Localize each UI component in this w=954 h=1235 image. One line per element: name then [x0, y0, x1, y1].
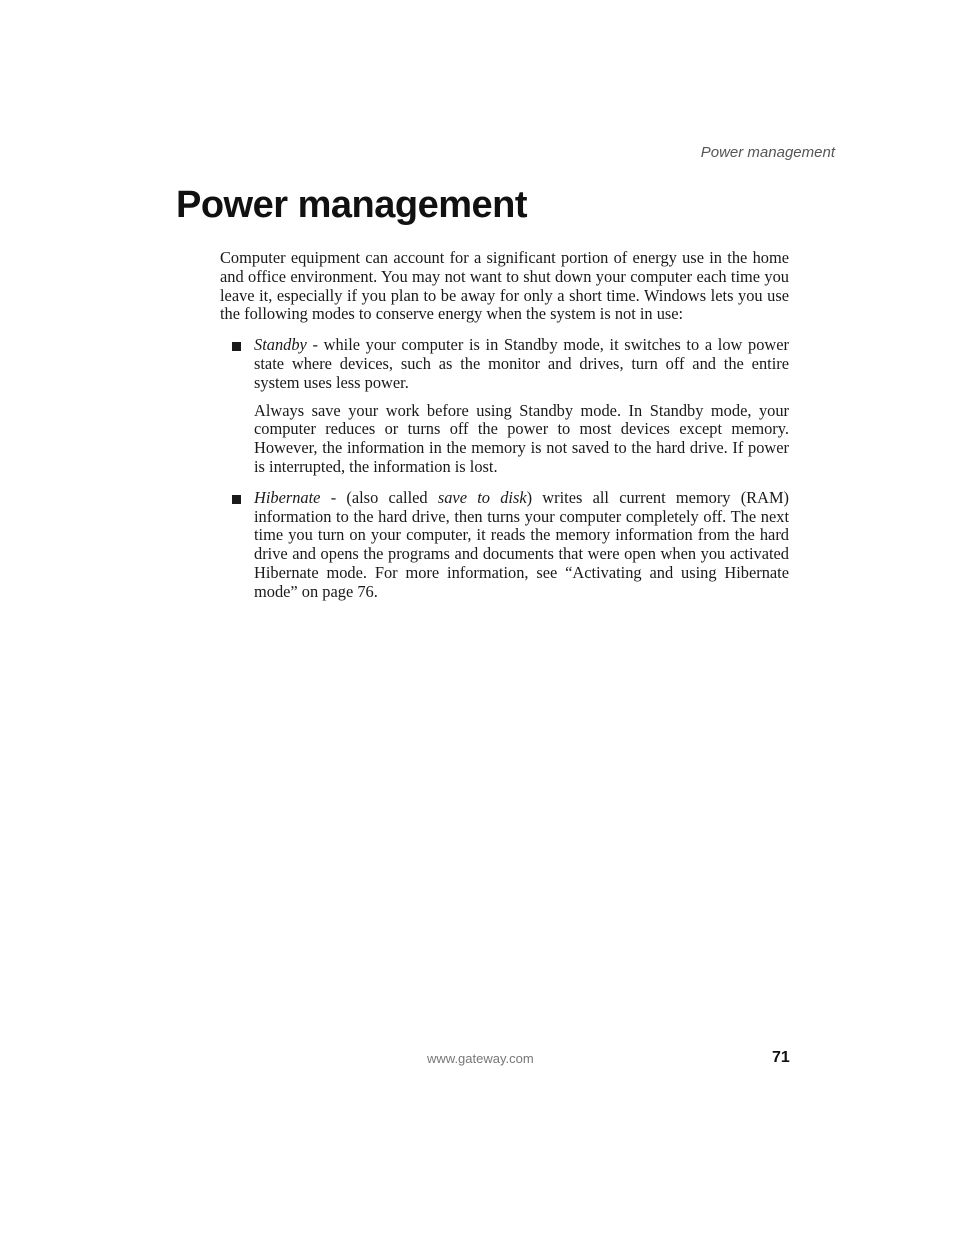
page-number: 71 [772, 1049, 790, 1066]
hibernate-paragraph [254, 489, 789, 602]
hibernate-alias-term: save to disk [437, 487, 527, 507]
list-item-standby [220, 336, 789, 477]
square-bullet-icon [232, 495, 241, 504]
section-body [220, 249, 789, 602]
hibernate-term: Hibernate [254, 487, 321, 507]
hibernate-description-start: - (also called [320, 487, 438, 507]
standby-paragraph [254, 336, 789, 392]
list-item-hibernate [220, 489, 789, 602]
page-title: Power management [176, 184, 527, 226]
footer-url: www.gateway.com [427, 1051, 534, 1066]
hibernate-description-end: ) writes all current memory (RAM) information to the hard drive, then turns your computer completely off. The next time you turn on your computer, it reads the memory information from the hard drive and opens the programs and documents that were open when you activated Hibernate mode. For more information, see “Activating and using Hibernate mode” on page 76. [254, 487, 789, 601]
standby-note: Always save your work before using Standby mode. In Standby mode, your computer reduces or turns off the power to most devices except memory. However, the information in the memory is not saved to the hard drive. If power is interrupted, the information is lost. [254, 400, 789, 476]
standby-term: Standby [254, 335, 307, 355]
running-header: Power management [700, 144, 835, 161]
standby-description: - while your computer is in Standby mode, it switches to a low power state where devices, such as the monitor and drives, turn off and the entire system uses less power. [254, 335, 789, 392]
intro-paragraph: Computer equipment can account for a significant portion of energy use in the home and office environment. You may not want to shut down your computer each time you leave it, especially if you plan to be away for only a short time. Windows lets you use the following modes to conserve energy when the system is not in use: [220, 248, 789, 324]
square-bullet-icon [232, 342, 241, 351]
